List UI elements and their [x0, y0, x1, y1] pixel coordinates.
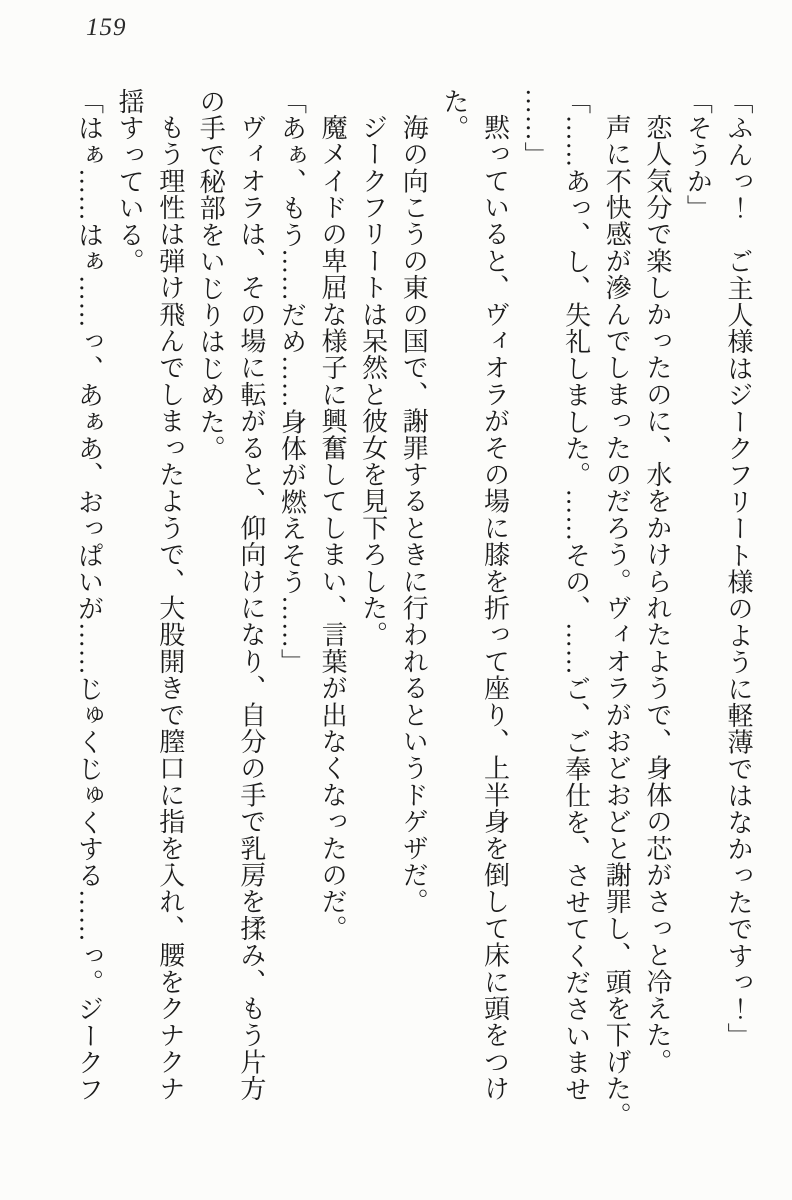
text-line: の手で秘部をいじりはじめた。: [196, 88, 226, 462]
text-line: もう理性は弾け飛んでしまったようで、大股開きで膣口に指を入れ、腰をクナクナ: [155, 114, 185, 1102]
text-line: た。: [439, 88, 469, 142]
text-line: 声に不快感が滲んでしまったのだろう。ヴィオラがおどおどと謝罪し、頭を下げた。: [602, 114, 632, 1129]
text-line: 「あぁ、もう……だめ……身体が燃えそう……」: [277, 88, 307, 676]
text-line: 「そうか」: [683, 88, 713, 222]
text-line: ヴィオラは、その場に転がると、仰向けになり、自分の手で乳房を揉み、もう片方: [236, 114, 266, 1102]
text-line: ……」: [521, 88, 551, 169]
vertical-text-block: [68, 88, 758, 1130]
text-line: 「ふんっ！ ご主人様はジークフリート様のように軽薄ではなかったですっ！」: [724, 88, 753, 1050]
page-number: 159: [86, 14, 127, 41]
text-line: 黙っていると、ヴィオラがその場に膝を折って座り、上半身を倒して床に頭をつけ: [480, 114, 510, 1102]
text-line: 魔メイドの卑屈な様子に興奮してしまい、言葉が出なくなったのだ。: [318, 114, 348, 942]
text-line: 「はぁ……はぁ……っ、あぁあ、おっぱいが……じゅくじゅくする……っ。ジークフ: [74, 88, 104, 1103]
text-line: 揺すっている。: [115, 88, 145, 275]
text-line: ジークフリートは呆然と彼女を見下ろした。: [358, 114, 388, 648]
text-line: 海の向こうの東の国で、謝罪するときに行われるというドゲザだ。: [399, 114, 429, 915]
text-line: 恋人気分で楽しかったのに、水をかけられたようで、身体の芯がさっと冷えた。: [642, 114, 672, 1076]
text-line: 「……あっ、し、失礼しました。……その、……ご、ご奉仕を、させてくださいませ: [561, 88, 591, 1103]
